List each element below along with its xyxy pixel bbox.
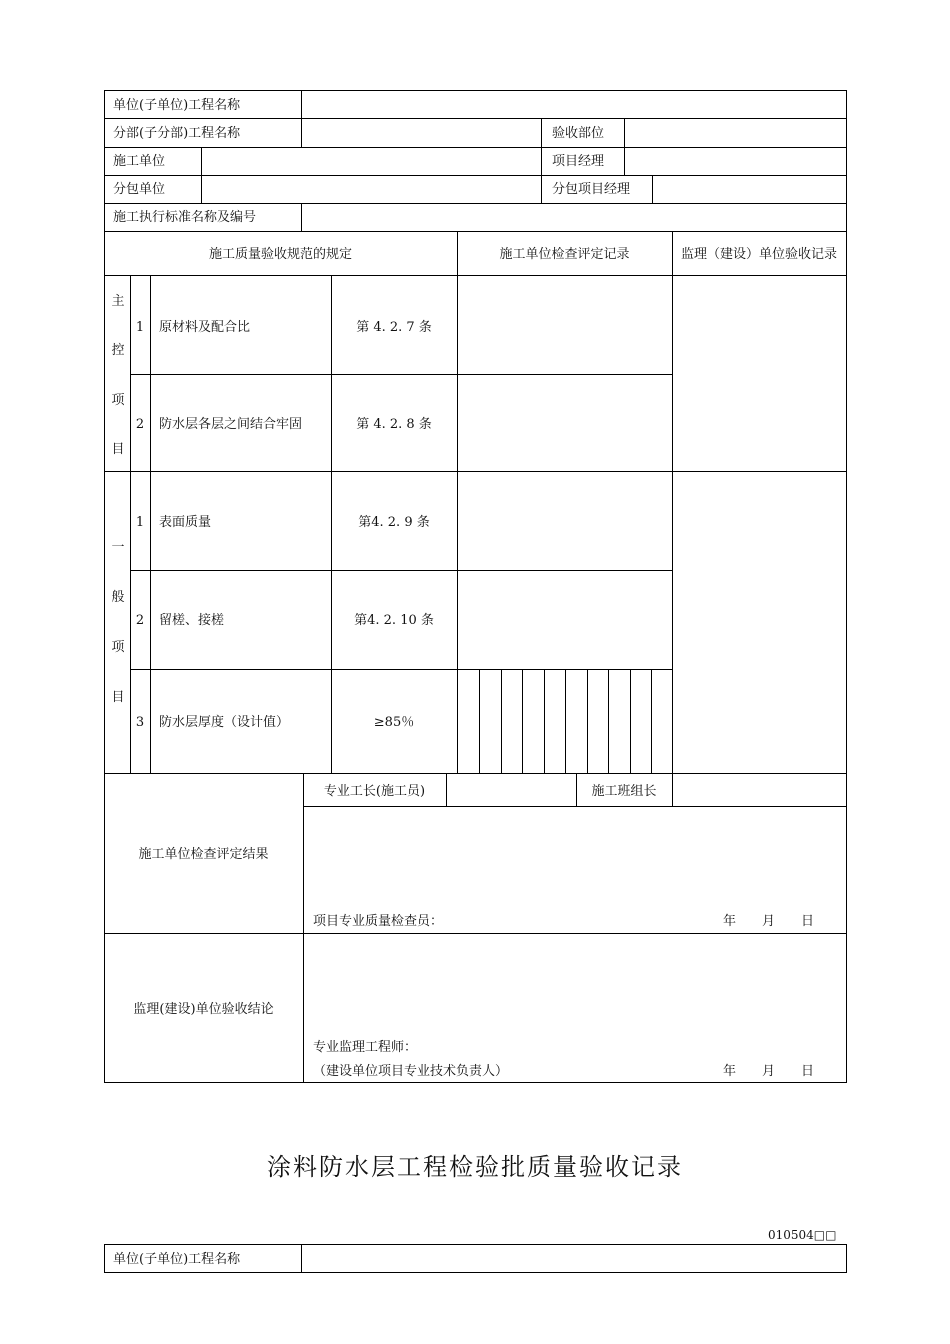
check-result-label: 施工单位检查评定结果 — [138, 847, 269, 862]
conclusion-date-label: 年 月 日 — [723, 1064, 815, 1079]
result-date-label: 年 月 日 — [723, 914, 815, 929]
form-code: 010504□□ — [768, 1228, 837, 1242]
item-clause: 第4. 2. 9 条 — [358, 515, 430, 530]
subcontract-unit-label: 分包单位 — [113, 182, 166, 197]
construction-unit-label: 施工单位 — [113, 154, 166, 169]
quality-inspector-label: 项目专业质量检查员： — [313, 914, 444, 929]
acceptance-conclusion-label: 监理(建设)单位验收结论 — [133, 1002, 274, 1017]
project-manager-label: 项目经理 — [552, 154, 605, 169]
spec-column-header: 施工质量验收规范的规定 — [208, 247, 352, 262]
item-name: 表面质量 — [159, 515, 212, 530]
item-clause: 第 4. 2. 8 条 — [356, 417, 432, 432]
item-number: 3 — [135, 715, 145, 730]
subcontract-manager-label: 分包项目经理 — [552, 182, 631, 197]
item-clause: 第4. 2. 10 条 — [354, 613, 434, 628]
item-number: 1 — [135, 515, 145, 530]
sub-project-name-label: 分部(子分部)工程名称 — [113, 126, 241, 141]
supervision-record-column-header: 监理（建设）单位验收记录 — [680, 247, 837, 262]
acceptance-part-label: 验收部位 — [552, 126, 605, 141]
item-name: 防水层各层之间结合牢固 — [159, 417, 303, 432]
unit-project-name-label: 单位(子单位)工程名称 — [113, 98, 241, 113]
item-name: 防水层厚度（设计值） — [159, 715, 290, 730]
item-name: 留槎、接槎 — [159, 613, 225, 628]
form-title: 涂料防水层工程检验批质量验收记录 — [267, 1153, 683, 1181]
item-number: 2 — [135, 417, 145, 432]
item-clause: 第 4. 2. 7 条 — [356, 320, 432, 335]
item-clause: ≥85％ — [373, 715, 415, 730]
item-number: 1 — [135, 320, 145, 335]
item-name: 原材料及配合比 — [159, 320, 251, 335]
check-record-column-header: 施工单位检查评定记录 — [499, 247, 630, 262]
standard-name-label: 施工执行标准名称及编号 — [113, 210, 257, 225]
foreman-label: 专业工长(施工员) — [323, 784, 426, 799]
team-leader-label: 施工班组长 — [591, 784, 657, 799]
owner-tech-lead-label: （建设单位项目专业技术负责人） — [313, 1064, 509, 1079]
second-unit-project-name-label: 单位(子单位)工程名称 — [113, 1252, 241, 1267]
supervision-engineer-label: 专业监理工程师： — [313, 1040, 418, 1055]
item-number: 2 — [135, 613, 145, 628]
